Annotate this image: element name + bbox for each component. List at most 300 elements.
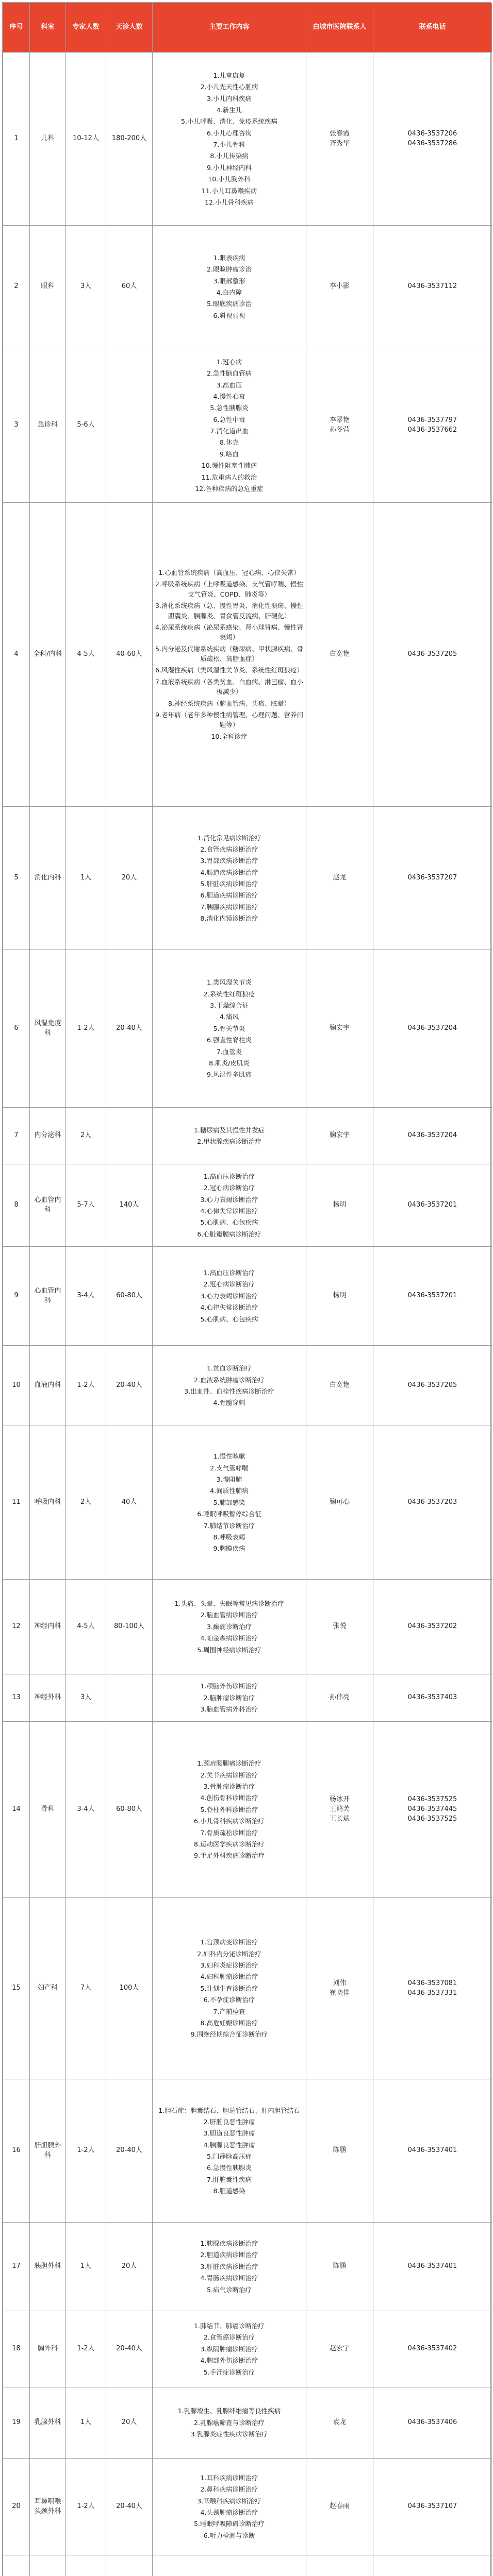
items-list [154, 1363, 304, 1408]
table-row [3, 2311, 492, 2387]
list-item: 1.胆石症：胆囊结石、胆总管结石、肝内胆管结石 [158, 2106, 300, 2114]
list-item: 3.纵隔肿瘤诊断治疗 [200, 2345, 258, 2353]
phone-number: 0436-3537081 [407, 1979, 457, 1987]
items-list [154, 253, 304, 320]
list-item: 8.运动医学疾病诊断治疗 [194, 1840, 265, 1848]
row-items [153, 1164, 306, 1247]
list-item: 3.妇科炎症诊断治疗 [200, 1961, 258, 1970]
row-contact [306, 1674, 373, 1722]
row-phone [373, 2223, 492, 2311]
table-row [3, 1674, 492, 1722]
list-item: 6.胆道疾病诊断治疗 [200, 891, 258, 900]
list-item: 8.小儿传染病 [210, 152, 249, 160]
row-phone [373, 2387, 492, 2459]
row-daily: 20人 [106, 2223, 153, 2311]
items-list [154, 2106, 304, 2196]
phone-number: 0436-3537204 [407, 1131, 457, 1140]
table-row [3, 1722, 492, 1898]
list-item: 5.门静脉高压症 [207, 2153, 252, 2160]
row-daily: 20-40人 [106, 1346, 153, 1426]
items-list [154, 357, 304, 494]
row-no: 3 [3, 348, 30, 503]
row-phone [373, 950, 492, 1108]
table-row [3, 1898, 492, 2079]
row-dept: 血液内科 [30, 1346, 66, 1426]
list-item: 3.脑血管病外科治疗 [200, 1705, 258, 1714]
row-contact [306, 1346, 373, 1426]
row-items [153, 348, 306, 503]
table-row [3, 1247, 492, 1346]
list-item: 1.眼表疾病 [213, 253, 245, 262]
list-item: 5.肺部感染 [213, 1498, 245, 1506]
row-dept: 眼科 [30, 226, 66, 348]
table-row [3, 1580, 492, 1674]
row-experts: 1-2人 [66, 2459, 106, 2555]
list-item: 3.胃部疾病诊断治疗 [200, 857, 258, 865]
row-phone [373, 1247, 492, 1346]
row-no: 6 [3, 950, 30, 1108]
row-contact [306, 1898, 373, 2079]
list-item: 6.不孕症诊断治疗 [203, 1996, 255, 2004]
list-item: 7.肺结节诊断治疗 [203, 1521, 255, 1530]
row-experts: 3人 [66, 1674, 106, 1722]
row-phone [373, 1108, 492, 1164]
list-item: 6.心脏瓣膜病诊断治疗 [197, 1230, 261, 1238]
row-experts: 3-4人 [66, 1247, 106, 1346]
list-item: 2.鼻科疾病诊断治疗 [200, 2485, 258, 2494]
row-dept: 耳鼻咽喉头颈外科 [30, 2459, 66, 2555]
row-daily: 60-80人 [106, 1247, 153, 1346]
phone-number: 0436-3537202 [407, 1622, 457, 1631]
list-item: 1.肺结节、肺癌诊断治疗 [194, 2322, 265, 2330]
contact-name: 赵龙 [333, 874, 347, 882]
row-daily [106, 348, 153, 503]
list-item: 7.胰腺疾病诊断治疗 [200, 903, 258, 911]
contact-name: 白宽艳 [329, 650, 350, 658]
header-contact: 白城市医院联系人 [306, 3, 373, 53]
row-dept: 胸外科 [30, 2311, 66, 2387]
list-item: 5.睡眠呼吸障碍诊断治疗 [194, 2520, 265, 2528]
row-daily: 20人 [106, 2387, 153, 2459]
row-contact [306, 807, 373, 950]
list-item: 8.神经系统疾病（脑血管病、头痛、眩晕） [168, 699, 290, 707]
contact-name: 鞠宏宇 [329, 1024, 350, 1032]
list-item: 5.眼底疾病诊治 [207, 300, 252, 308]
list-item: 5.脊柱外科诊断治疗 [200, 1805, 258, 1814]
contact-name: 王长斌 [329, 1815, 350, 1823]
list-item: 1.头痛、头晕、失眠等常见病诊断治疗 [174, 1600, 284, 1608]
header-dept: 科室 [30, 3, 66, 53]
list-item: 2.食管疾病诊断治疗 [200, 845, 258, 853]
list-item: 1.颅脑外伤诊断治疗 [200, 1682, 258, 1690]
phone-number: 0436-3537286 [407, 139, 457, 147]
row-contact [306, 2079, 373, 2223]
row-daily: 80-100人 [106, 1580, 153, 1674]
contact-name: 陈鹏 [333, 2262, 347, 2270]
table-header-row [3, 3, 492, 53]
phone-number: 0436-3537107 [407, 2502, 457, 2511]
list-item: 9.风湿性多肌痛 [207, 1071, 252, 1079]
list-item: 1.高血压诊断治疗 [203, 1269, 255, 1277]
phone-number: 0436-3537797 [407, 416, 457, 424]
phone-number: 0436-3537201 [407, 1201, 457, 1209]
items-list [154, 977, 304, 1079]
row-items [153, 1426, 306, 1580]
list-item: 5.疝气诊断治疗 [207, 2285, 252, 2294]
items-list [154, 1268, 304, 1324]
header-experts: 专家人数 [66, 3, 106, 53]
list-item: 2.关节疾病诊断治疗 [200, 1771, 258, 1779]
list-item: 5.手汗症诊断治疗 [203, 2368, 255, 2376]
phone-number: 0436-3537406 [407, 2418, 457, 2427]
list-item: 4.胃肠疾病诊断治疗 [200, 2274, 258, 2282]
row-contact [306, 1247, 373, 1346]
contact-name: 张春霞 [329, 129, 350, 138]
list-item: 6.听力检测与诊断 [203, 2531, 255, 2539]
row-dept: 乳腺外科 [30, 2387, 66, 2459]
list-item: 4.白内障 [216, 289, 242, 296]
list-item: 6.风湿性疾病（类风湿性关节炎、系统性红斑狼疮） [155, 666, 303, 674]
list-item: 1.乳腺增生、乳腺纤维瘤等良性疾病 [177, 2407, 281, 2415]
row-items [153, 1346, 306, 1426]
row-daily: 40人 [106, 1426, 153, 1580]
list-item: 2.脑血管病诊断治疗 [200, 1611, 258, 1619]
list-item: 3.小儿内科疾病 [207, 94, 252, 103]
list-item: 7.产前检查 [213, 2007, 245, 2015]
row-experts: 2人 [66, 1426, 106, 1580]
list-item: 2.系统性红斑狼疮 [203, 990, 255, 998]
contact-name: 刘伟 [333, 1979, 347, 1987]
list-item: 3.出血性、血栓性疾病诊断治疗 [184, 1387, 274, 1395]
row-daily [106, 2555, 153, 2576]
items-list [154, 1758, 304, 1860]
row-dept: 急诊科 [30, 348, 66, 503]
header-daily: 天诊人数 [106, 3, 153, 53]
list-item: 3.心力衰竭诊断治疗 [200, 1195, 258, 1204]
row-items [153, 53, 306, 226]
list-item: 2.急性脑血管病 [207, 369, 252, 378]
phone-number: 0436-3537402 [407, 2345, 457, 2353]
row-dept: 呼吸内科 [30, 1426, 66, 1580]
list-item: 1.儿童康复 [213, 71, 245, 79]
list-item: 4.妇科肿瘤诊断治疗 [200, 1973, 258, 1981]
row-items [153, 2555, 306, 2576]
phone-number: 0436-3537403 [407, 1693, 457, 1702]
list-item: 2.甲状腺疾病诊断治疗 [197, 1138, 261, 1145]
list-item: 2.眼睑肿瘤诊治 [207, 265, 252, 274]
row-no: 7 [3, 1108, 30, 1164]
row-no: 4 [3, 503, 30, 807]
list-item: 4.心律失常诊断治疗 [200, 1303, 258, 1312]
row-dept: 神经内科 [30, 1580, 66, 1674]
row-daily: 20-40人 [106, 2459, 153, 2555]
contact-name: 鞠宏宇 [329, 1131, 350, 1140]
row-phone [373, 807, 492, 950]
row-daily: 60-80人 [106, 1722, 153, 1898]
row-experts: 5-6人 [66, 348, 106, 503]
table-row [3, 226, 492, 348]
row-dept: 骨科 [30, 1722, 66, 1898]
table-row [3, 348, 492, 503]
list-item: 6.睡眠呼吸暂停综合征 [197, 1510, 261, 1518]
row-daily: 20-40人 [106, 950, 153, 1108]
row-items [153, 1580, 306, 1674]
list-item: 10.全科诊疗 [211, 732, 248, 740]
list-item: 8.休克 [220, 438, 239, 447]
row-contact [306, 2555, 373, 2576]
list-item: 10.小儿胸外科 [208, 175, 251, 183]
row-dept: 全科/内科 [30, 503, 66, 807]
table-row [3, 1164, 492, 1247]
list-item: 1.颈肩腰腿痛诊断治疗 [197, 1759, 261, 1768]
row-contact [306, 53, 373, 226]
items-list [154, 2239, 304, 2295]
phone-number: 0436-3537206 [407, 129, 457, 138]
schedule-table [3, 3, 492, 2576]
row-no: 12 [3, 1580, 30, 1674]
list-item: 4.慢性心衰 [213, 392, 245, 400]
table-body [3, 53, 492, 2576]
contact-name: 王鸿芙 [329, 1805, 350, 1814]
table-row [3, 1108, 492, 1164]
row-items [153, 226, 306, 348]
list-item: 3.咽喉科疾病诊断治疗 [197, 2497, 261, 2505]
row-dept: 心血管内科 [30, 1247, 66, 1346]
table-row [3, 2459, 492, 2555]
row-no: 2 [3, 226, 30, 348]
row-phone [373, 1722, 492, 1898]
row-experts: 4-5人 [66, 503, 106, 807]
row-contact [306, 1580, 373, 1674]
row-experts: 4-5人 [66, 1580, 106, 1674]
row-no: 20 [3, 2459, 30, 2555]
table-row [3, 1426, 492, 1580]
list-item: 8.胆道感染 [213, 2187, 245, 2195]
row-items [153, 807, 306, 950]
table-row [3, 2079, 492, 2223]
contact-name: 杨明 [333, 1201, 347, 1209]
list-item: 8.呼吸衰竭 [213, 1533, 245, 1541]
list-item: 4.新生儿 [216, 106, 242, 114]
row-no: 16 [3, 2079, 30, 2223]
contact-name: 杨冰开 [329, 1795, 350, 1804]
row-contact [306, 226, 373, 348]
row-items [153, 2223, 306, 2311]
items-list [154, 1172, 304, 1239]
row-phone [373, 2555, 492, 2576]
list-item: 2.食管癌诊断治疗 [203, 2333, 255, 2342]
row-no [3, 2555, 30, 2576]
list-item: 7.血管炎 [216, 1047, 242, 1056]
items-list [154, 2406, 304, 2439]
table-row [3, 2223, 492, 2311]
items-list [154, 2321, 304, 2377]
phone-number: 0436-3537207 [407, 874, 457, 882]
list-item: 3.消化系统疾病（急、慢性胃炎、消化性溃疡、慢性胆囊炎、胰腺炎、胃食管反流病、肝硬化） [155, 602, 303, 620]
contact-name: 白宽艳 [329, 1381, 350, 1389]
row-dept: 胰胆外科 [30, 2223, 66, 2311]
row-contact [306, 2387, 373, 2459]
list-item: 2.脑肿瘤诊断治疗 [203, 1693, 255, 1702]
list-item: 9.咯血 [220, 450, 239, 458]
row-experts: 1人 [66, 2223, 106, 2311]
list-item: 8.高危妊娠诊断治疗 [200, 2019, 258, 2027]
list-item: 3.骨肿瘤诊断治疗 [203, 1783, 255, 1791]
list-item: 1.冠心病 [216, 358, 242, 366]
list-item: 3.眼部整形 [213, 277, 245, 285]
list-item: 5.内分泌及代谢系统疾病（糖尿病、甲状腺疾病、骨质疏松、高脂血症） [155, 645, 303, 663]
list-item: 5.心肌病、心包疾病 [200, 1218, 258, 1227]
list-item: 3.肝脏疾病诊断治疗 [200, 2262, 258, 2270]
row-items [153, 1898, 306, 2079]
list-item: 7.骨质疏松诊断治疗 [200, 1828, 258, 1837]
list-item: 5.小儿呼吸、消化、免疫系统疾病 [181, 117, 277, 126]
row-phone [373, 1898, 492, 2079]
list-item: 1.胰腺疾病诊断治疗 [200, 2240, 258, 2248]
contact-name: 袁龙 [333, 2418, 347, 2427]
header-phone: 联系电话 [373, 3, 492, 53]
phone-number: 0436-3537401 [407, 2146, 457, 2155]
items-list [154, 568, 304, 741]
row-contact [306, 1426, 373, 1580]
row-experts: 1人 [66, 2387, 106, 2459]
row-phone [373, 1426, 492, 1580]
phone-number: 0436-3537203 [407, 1498, 457, 1506]
row-items [153, 1674, 306, 1722]
list-item: 2.血液系统肿瘤诊断治疗 [194, 1376, 265, 1384]
row-no: 13 [3, 1674, 30, 1722]
list-item: 9.老年病（老年多种慢性病管理、心理问题、营养问题等） [155, 710, 303, 729]
list-item: 1.耳科疾病诊断治疗 [200, 2473, 258, 2482]
list-item: 11.小儿耳鼻喉疾病 [201, 187, 257, 195]
table-row [3, 1346, 492, 1426]
row-no: 15 [3, 1898, 30, 2079]
list-item: 4.心律失常诊断治疗 [200, 1207, 258, 1215]
list-item: 2.乳腺癌筛查与诊断治疗 [194, 2418, 265, 2427]
row-experts: 10-12人 [66, 53, 106, 226]
list-item: 4.泌尿系统疾病（泌尿系感染、肾小球肾病、慢性肾衰竭） [155, 623, 303, 641]
row-phone [373, 53, 492, 226]
list-item: 4.胸部外伤诊断治疗 [200, 2357, 258, 2365]
row-experts: 1-2人 [66, 1346, 106, 1426]
row-experts: 1-2人 [66, 2079, 106, 2223]
list-item: 1.心血管系统疾病（高血压、冠心病、心律失常） [158, 569, 300, 577]
contact-name: 鞠可心 [329, 1498, 350, 1506]
table-row [3, 53, 492, 226]
table-row [3, 2555, 492, 2576]
list-item: 1.高血压诊断治疗 [203, 1172, 255, 1180]
row-contact [306, 1108, 373, 1164]
contact-name: 齐秀华 [329, 139, 350, 147]
row-contact [306, 2459, 373, 2555]
list-item: 2.小儿先天性心脏病 [200, 83, 258, 91]
items-list [154, 1451, 304, 1553]
list-item: 7.血液系统疾病（各类贫血、白血病、淋巴瘤、血小板减少） [155, 677, 303, 696]
header-no: 序号 [3, 3, 30, 53]
row-items [153, 1108, 306, 1164]
list-item: 1.慢性咳嗽 [213, 1452, 245, 1461]
row-experts: 1人 [66, 807, 106, 950]
table-row [3, 503, 492, 807]
list-item: 3.胆道良恶性肿瘤 [203, 2129, 255, 2138]
list-item: 4.痛风 [220, 1013, 239, 1021]
row-daily: 140人 [106, 1164, 153, 1247]
list-item: 2.支气管哮喘 [210, 1464, 249, 1472]
list-item: 5.急性胰腺炎 [210, 404, 249, 412]
list-item: 3.高血压 [216, 381, 242, 389]
list-item: 3.慢阻肺 [216, 1476, 242, 1484]
list-item: 6.急性中毒 [213, 415, 245, 423]
list-item: 3.心力衰竭诊断治疗 [200, 1292, 258, 1300]
row-no: 5 [3, 807, 30, 950]
phone-number: 0436-3537201 [407, 1292, 457, 1300]
contact-name: 赵宏宇 [329, 2345, 350, 2353]
row-phone [373, 226, 492, 348]
list-item: 9.手足外科疾病诊断治疗 [194, 1852, 265, 1860]
list-item: 9.胸膜疾病 [213, 1545, 245, 1553]
list-item: 4.创伤骨科诊断治疗 [200, 1794, 258, 1802]
row-daily [106, 1108, 153, 1164]
list-item: 12.各种疾病的急危重症 [195, 484, 264, 493]
list-item: 2.肝脏良恶性肿瘤 [203, 2117, 255, 2126]
contact-name: 崔晓佳 [329, 1989, 350, 1997]
row-daily: 20-40人 [106, 2311, 153, 2387]
row-experts: 7人 [66, 1898, 106, 2079]
items-list [154, 1937, 304, 2039]
row-no: 19 [3, 2387, 30, 2459]
phone-number: 0436-3537331 [407, 1989, 457, 1997]
row-no: 11 [3, 1426, 30, 1580]
row-items [153, 2387, 306, 2459]
row-experts: 3-4人 [66, 1722, 106, 1898]
contact-name: 李翠艳 [329, 416, 350, 424]
row-dept: 妇产科 [30, 1898, 66, 2079]
list-item: 11.危重病人的救治 [201, 473, 257, 481]
row-contact [306, 348, 373, 503]
list-item: 7.小儿骨科 [213, 141, 245, 148]
table-row [3, 2387, 492, 2459]
list-item: 4.胰腺良恶性肿瘤 [203, 2141, 255, 2149]
row-daily: 60人 [106, 226, 153, 348]
phone-number: 0436-3537112 [407, 282, 457, 291]
row-phone [373, 1346, 492, 1426]
list-item: 1.消化常见病诊断治疗 [197, 834, 261, 842]
list-item: 8.肌炎/皮肌炎 [209, 1059, 250, 1067]
list-item: 5.心肌病、心包疾病 [200, 1315, 258, 1323]
header-items: 主要工作内容 [153, 3, 306, 53]
row-no: 9 [3, 1247, 30, 1346]
list-item: 1.类风湿关节炎 [207, 978, 252, 987]
list-item: 5.骨关节炎 [213, 1024, 245, 1032]
contact-name: 陈鹏 [333, 2146, 347, 2155]
list-item: 9.围绝经期综合征诊断治疗 [190, 2030, 268, 2039]
list-item: 3.癫痫诊断治疗 [207, 1622, 252, 1631]
phone-number: 0436-3537525 [407, 1815, 457, 1823]
list-item: 6.小儿骨科疾病诊断治疗 [194, 1817, 265, 1825]
row-daily: 100人 [106, 1898, 153, 2079]
list-item: 12.小儿骨科疾病 [205, 198, 254, 206]
row-daily: 20-40人 [106, 2079, 153, 2223]
row-items [153, 2459, 306, 2555]
row-contact [306, 2311, 373, 2387]
row-items [153, 503, 306, 807]
list-item: 4.间质性肺病 [210, 1487, 249, 1495]
row-dept: 儿科 [30, 53, 66, 226]
row-no: 1 [3, 53, 30, 226]
row-dept: 心血管内科 [30, 1164, 66, 1247]
list-item: 4.肠道疾病诊断治疗 [200, 868, 258, 876]
list-item: 2.胆道疾病诊断治疗 [200, 2251, 258, 2259]
